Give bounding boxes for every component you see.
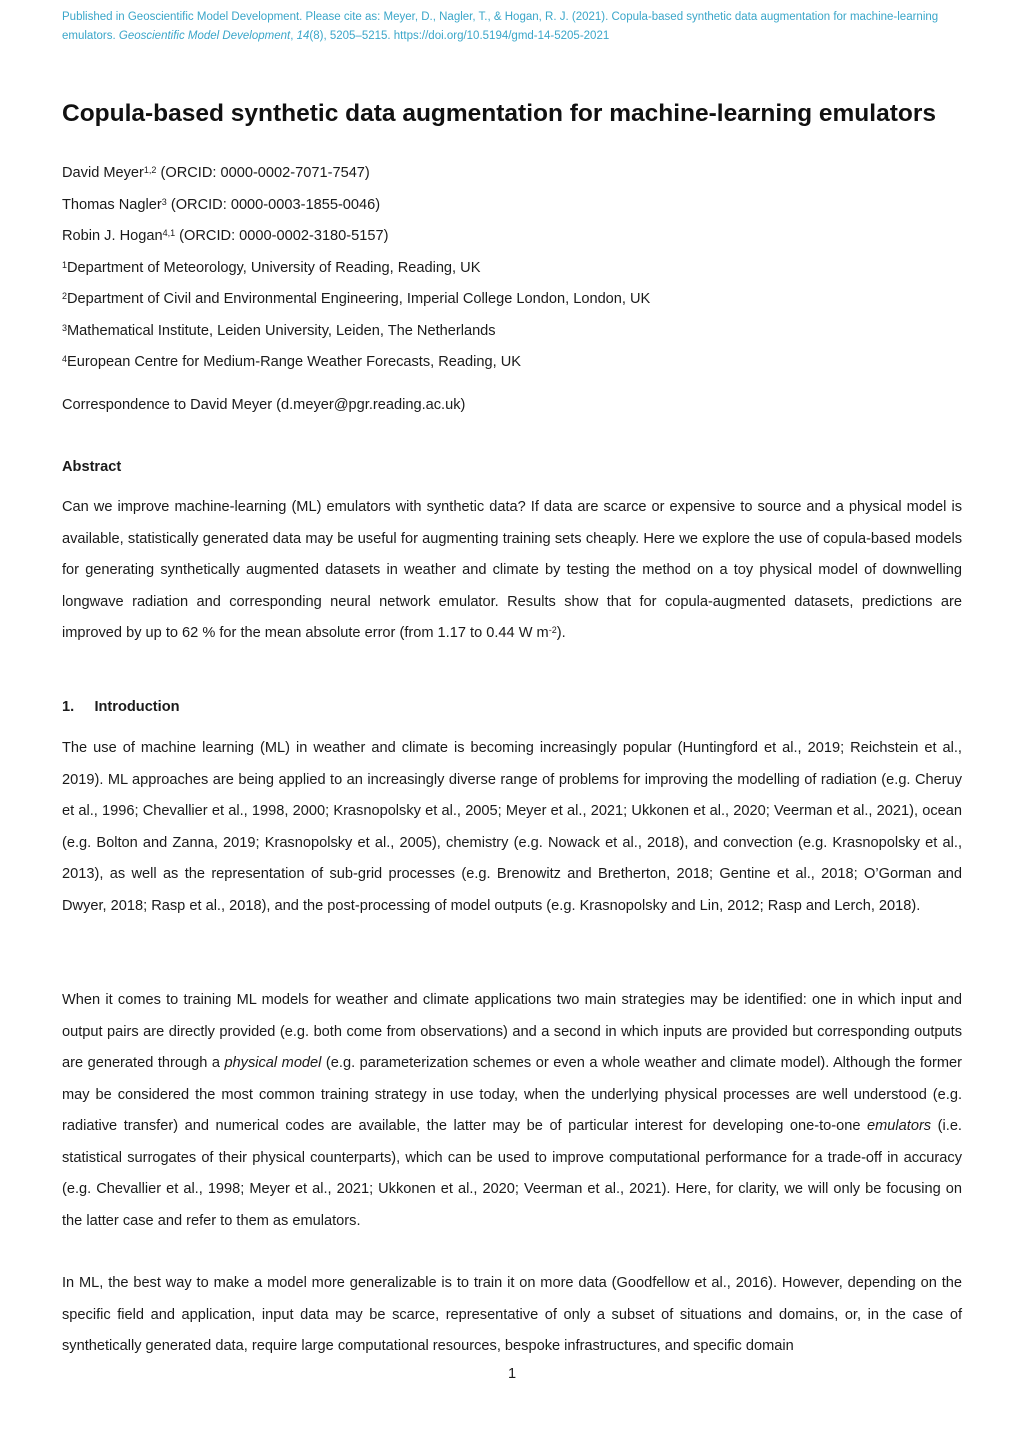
page-number: 1 bbox=[507, 1366, 517, 1382]
doi-reference[interactable]: (8), 5205–5215. https://doi.org/10.5194/gmd-14-5205-2021 bbox=[309, 30, 610, 42]
author-line: Robin J. Hogan$^{4,1}$ (ORCID: 0000-0002-3180-5157) bbox=[62, 228, 389, 244]
affiliation-line: $^4$European Centre for Medium-Range Weather Forecasts, Reading, UK bbox=[62, 354, 521, 370]
affiliation-line: $^1$Department of Meteorology, University of Reading, Reading, UK bbox=[62, 260, 481, 276]
affiliation-line: $^3$Mathematical Institute, Leiden University, Leiden, The Netherlands bbox=[62, 323, 496, 339]
intro-paragraph-3: In ML, the best way to make a model more generalizable is to train it on more data (Goodfellow et al., 2016). However, depending on the specific field and application, input data may be scarce, representative of only a subset of situations and domains, or, in the case of synthetically generated data, require large computational resources, bespoke infrastructures, and specific domain bbox=[62, 1275, 962, 1354]
author-line: Thomas Nagler$^3$ (ORCID: 0000-0003-1855-0046) bbox=[62, 197, 381, 213]
abstract-heading: Abstract bbox=[62, 459, 122, 475]
paper-title: Copula-based synthetic data augmentation for machine-learning emulators bbox=[62, 100, 936, 127]
author-line: David Meyer$^{1,2}$ (ORCID: 0000-0002-7071-7547) bbox=[62, 165, 370, 181]
intro-paragraph-1: The use of machine learning (ML) in weather and climate is becoming increasingly popular (Huntingford et al., 2019; Reichstein et al., 2019). ML approaches are being applied to an increasingly diverse range of problems for improving the modelling of radiation (e.g. Cheruy et al., 1996; Chevallier et al., 1998, 2000; Krasnopolsky et al., 2005; Meyer et al., 2021; Ukkonen et al., 2020; Veerman et al., 2021), ocean (e.g. Bolton and Zanna, 2019; Krasnopolsky et al., 2005), chemistry (e.g. Nowack et al., 2018), and convection (e.g. Krasnopolsky et al., 2013), as well as the representation of sub-grid processes (e.g. Brenowitz and Bretherton, 2018; Gentine et al., 2018; O’Gorman and Dwyer, 2018; Rasp et al., 2018), and the post-processing of model outputs (e.g. Krasnopolsky and Lin, 2012; Rasp and Lerch, 2018). bbox=[62, 740, 962, 914]
affiliation-line: $^2$Department of Civil and Environmental Engineering, Imperial College London, London, UK bbox=[62, 291, 651, 307]
journal-name: Geoscientific Model Development bbox=[118, 30, 291, 42]
intro-paragraph-2: When it comes to training ML models for weather and climate applications two main strategies may be identified: one in which input and output pairs are directly provided (e.g. both come from observations) and a second in which inputs are provided but corresponding outputs are generated through a physical model (e.g. parameterization schemes or even a whole weather and climate model). Although the former may be considered the most common training strategy in use today, when the underlying physical processes are well understood (e.g. radiative transfer) and numerical codes are available, the latter may be of particular interest for developing one-to-one emulators (i.e. statistical surrogates of their physical counterparts), which can be used to improve computational performance for a trade-off in accuracy (e.g. Chevallier et al., 1998; Meyer et al., 2021; Ukkonen et al., 2020; Veerman et al., 2021). Here, for clarity, we will only be focusing on the latter case and refer to them as emulators. bbox=[62, 992, 963, 1229]
section-heading-introduction: 1. Introduction bbox=[62, 699, 180, 715]
citation-header: Published in Geoscientific Model Development. Please cite as: Meyer, D., Nagler, T., & Hogan, R. J. (2021). Copula-based synthetic data augmentation for machine-learning emulators. Geoscientific Model Development, 14(8), 5205–5215. https://doi.org/10.5194/gmd-14-5205-2021 bbox=[62, 11, 939, 42]
journal-volume: 14 bbox=[296, 30, 310, 42]
abstract-text: Can we improve machine-learning (ML) emulators with synthetic data? If data are scarce or expensive to source and a physical model is available, statistically generated data may be useful for augmenting training sets cheaply. Here we explore the use of copula-based models for generating synthetically augmented datasets in weather and climate by testing the method on a toy physical model of downwelling longwave radiation and corresponding neural network emulator. Results show that for copula-augmented datasets, predictions are improved by up to 62 % for the mean absolute error (from 1.17 to 0.44 W $m^{-2}$). bbox=[62, 499, 962, 641]
correspondence: Correspondence to David Meyer (d.meyer@pgr.reading.ac.uk) bbox=[62, 397, 466, 413]
